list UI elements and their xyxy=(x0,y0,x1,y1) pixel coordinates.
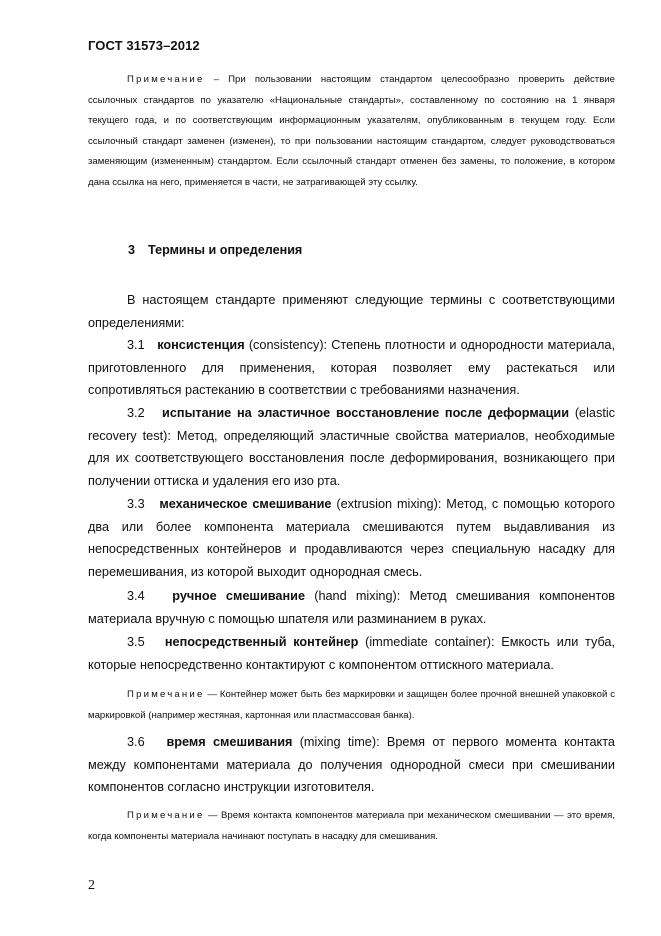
note-text: — Время контакта компонентов материала при механическом смешивании — это время, когда компоненты материала начинают поступать в насадку для смешивания. xyxy=(88,810,615,842)
intro-note xyxy=(88,70,615,193)
term-definition: (immediate container): Емкость или туба, которые непосредственно контактируют с компонентом оттискного материала. xyxy=(88,635,616,672)
term-name: ручное смешивание xyxy=(172,589,306,603)
term-3-1 xyxy=(88,334,615,402)
term-name: механическое смешивание xyxy=(159,497,332,511)
term-definition: (mixing time): Время от первого момента контакта между компонентами материала до получения однородной смеси при смешивании компонентов согласно инструкции изготовителя. xyxy=(88,735,615,794)
term-name: консистенция xyxy=(157,338,245,352)
note-label: Примечание xyxy=(127,74,205,85)
section-title: Термины и определения xyxy=(148,243,303,257)
document-header: ГОСТ 31573–2012 xyxy=(88,38,200,53)
note-label: Примечание xyxy=(127,689,205,700)
term-name: испытание на эластичное восстановление после деформации xyxy=(162,406,570,420)
term-number: 3.4 xyxy=(127,589,145,603)
term-number: 3.5 xyxy=(127,635,145,649)
page-number: 2 xyxy=(88,878,95,893)
note-3-6 xyxy=(88,805,615,847)
term-definition: (elastic recovery test): Метод, определяющий эластичные свойства материалов, необходимые для их соответствующего восстановления после деформирования, возникающего при получении оттиска и удаления его изо рта. xyxy=(88,406,616,488)
term-number: 3.3 xyxy=(127,497,145,511)
section-number: 3 xyxy=(128,243,136,257)
term-3-4 xyxy=(88,585,615,630)
section-heading xyxy=(128,243,302,257)
term-definition: (consistency): Степень плотности и однородности материала, приготовленного для применения, которая позволяет ему растекаться или сопротивляться растеканию в соответствии с требованиями назначения. xyxy=(88,338,615,397)
intro-text: В настоящем стандарте применяют следующие термины с соответствующими определениями: xyxy=(88,293,615,330)
term-3-2 xyxy=(88,402,615,492)
term-definition: (hand mixing): Метод смешивания компонентов материала вручную с помощью шпателя или разминанием в руках. xyxy=(88,589,616,626)
term-name: время смешивания xyxy=(166,735,293,749)
term-number: 3.2 xyxy=(127,406,145,420)
note-text: — Контейнер может быть без маркировки и защищен более прочной внешней упаковкой с маркировкой (например жестяная, картонная или пластмассовая банка). xyxy=(88,689,615,721)
term-name: непосредственный контейнер xyxy=(164,635,359,649)
intro-paragraph xyxy=(88,289,615,334)
term-3-3 xyxy=(88,493,615,583)
note-label: Примечание xyxy=(127,810,205,821)
term-3-6 xyxy=(88,731,615,799)
term-definition: (extrusion mixing): Метод, с помощью которого два или более компонента материала смешиваются путем выдавливания из непосредственных контейнеров и продавливаются через специальную насадку для перемешивания, из которой выходит однородная смесь. xyxy=(88,497,615,579)
term-number: 3.6 xyxy=(127,735,145,749)
term-number: 3.1 xyxy=(127,338,145,352)
note-text: – При пользовании настоящим стандартом целесообразно проверить действие ссылочных стандартов по указателю «Национальные стандарты», составленному по состоянию на 1 января текущего года, и по соответствующим информационным указателям, опубликованным в текущем году. Если ссылочный стандарт заменен (изменен), то при пользовании настоящим стандартом, следует руководствоваться заменяющим (измененным) стандартом. Если ссылочный стандарт отменен без замены, то положение, в котором дана ссылка на него, применяется в части, не затрагивающей эту ссылку. xyxy=(88,74,615,188)
note-3-5 xyxy=(88,684,615,726)
term-3-5 xyxy=(88,631,615,676)
